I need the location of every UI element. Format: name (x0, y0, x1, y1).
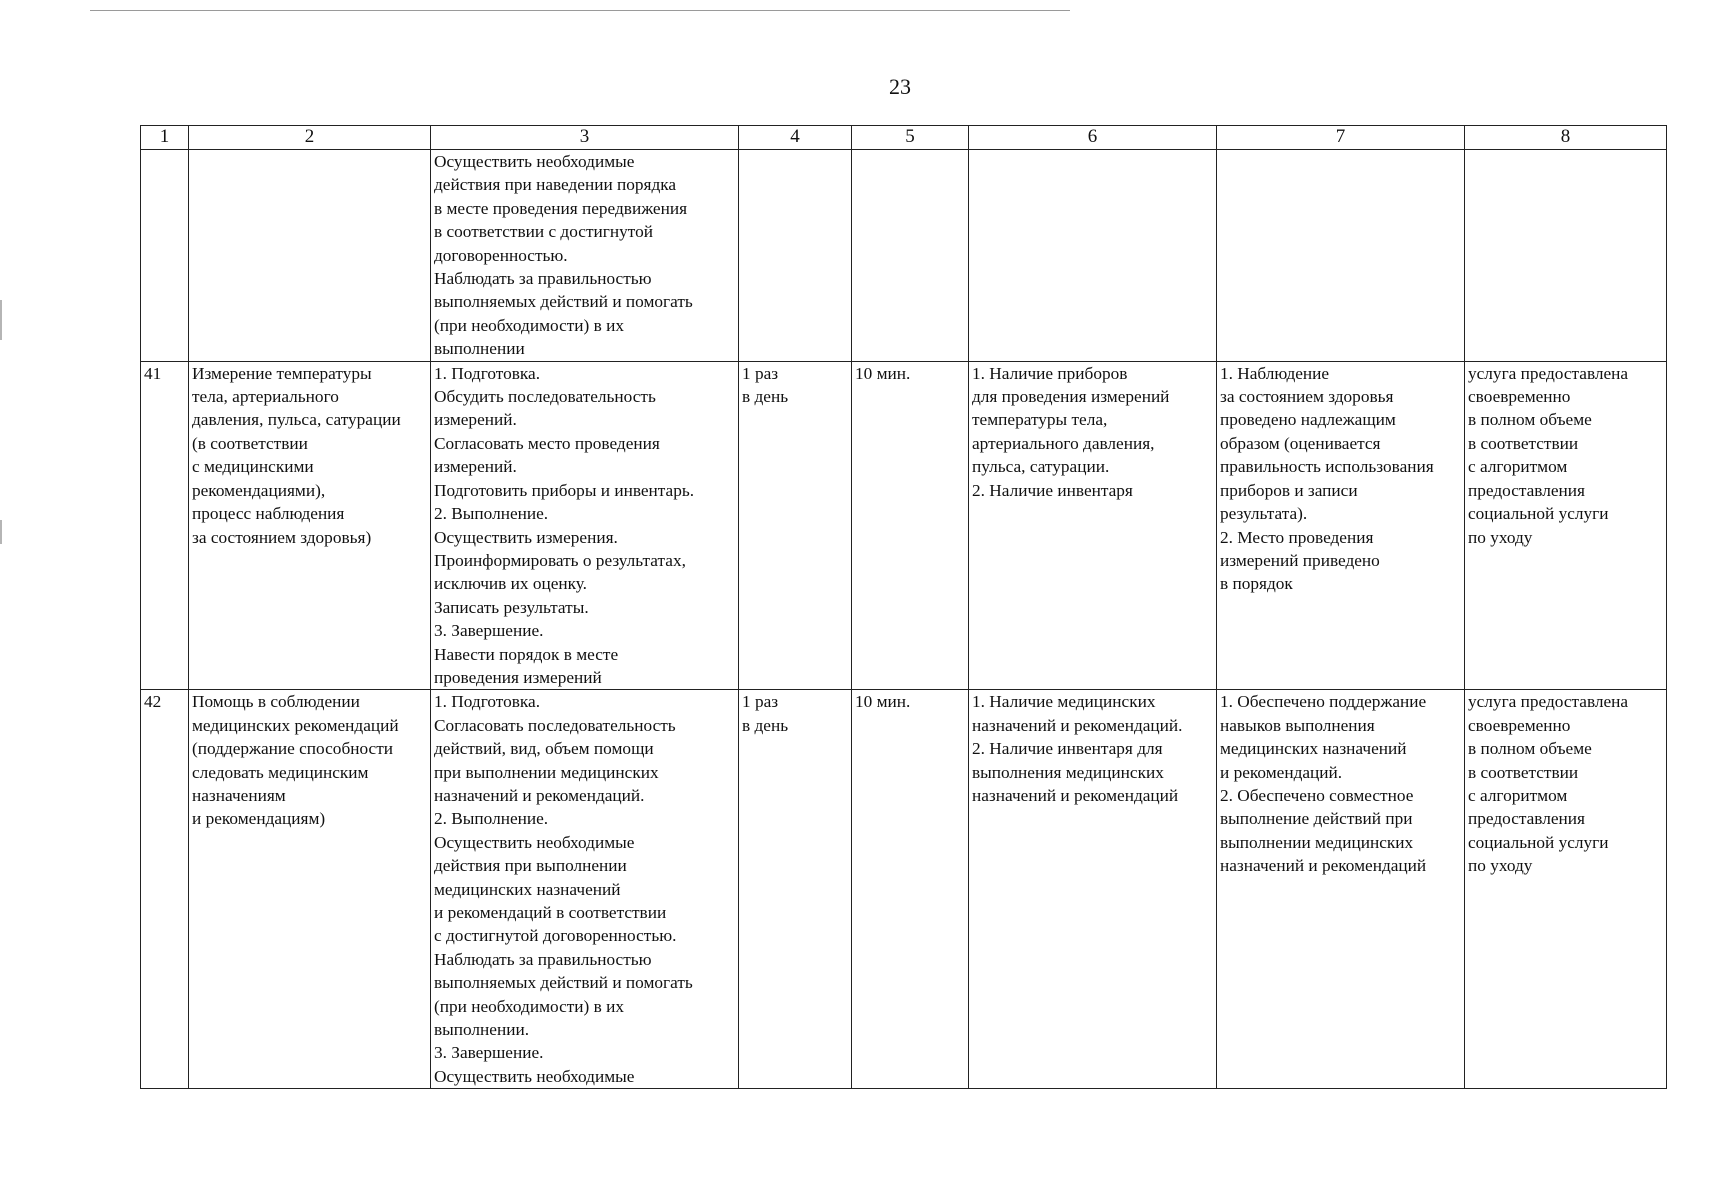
text-line: 1. Наличие приборов (972, 363, 1128, 383)
text-line: выполнения медицинских (972, 762, 1164, 782)
text-line: рекомендациями), (192, 480, 326, 500)
actions-cell (431, 361, 739, 690)
text-line: процесс наблюдения (192, 504, 345, 524)
table-row (141, 150, 1667, 362)
text-line: 2. Обеспечено совместное (1220, 785, 1414, 805)
service-name-cell (189, 361, 431, 690)
duration-cell (852, 150, 969, 362)
text-line: за состоянием здоровья (1220, 387, 1394, 407)
text-line: предоставления (1468, 480, 1585, 500)
text-line: тела, артериального (192, 387, 339, 407)
duration-cell (852, 690, 969, 1089)
text-line: Записать результаты. (434, 597, 589, 617)
text-line: в полном объеме (1468, 410, 1592, 430)
text-line: назначений и рекомендаций (1220, 856, 1427, 876)
text-line: Проинформировать о результатах, (434, 550, 686, 570)
text-line: в день (742, 715, 789, 735)
text-line: (поддержание способности (192, 739, 394, 759)
conditions-cell (969, 150, 1217, 362)
text-line: (при необходимости) в их (434, 996, 624, 1016)
text-line: Подготовить приборы и инвентарь. (434, 480, 695, 500)
text-line: 1. Наличие медицинских (972, 692, 1156, 712)
text-line: в соответствии с достигнутой (434, 222, 653, 242)
text-line: назначениям (192, 785, 286, 805)
text-line: правильность использования (1220, 457, 1434, 477)
text-line: температуры тела, (972, 410, 1108, 430)
text-line: Согласовать место проведения (434, 433, 660, 453)
row-number-cell: 41 (141, 361, 189, 690)
text-line: пульса, сатурации. (972, 457, 1110, 477)
text-line: навыков выполнения (1220, 715, 1375, 735)
text-line: назначений и рекомендаций. (972, 715, 1183, 735)
text-line: измерений приведено (1220, 550, 1380, 570)
text-line: с алгоритмом (1468, 785, 1568, 805)
column-number-row (141, 126, 1667, 150)
text-line: действия при наведении порядка (434, 175, 677, 195)
table-row (141, 690, 1667, 1089)
text-line: 2. Выполнение. (434, 504, 549, 524)
text-line: 1 раз (742, 692, 779, 712)
text-line: 1. Подготовка. (434, 692, 541, 712)
text-line: результата). (1220, 504, 1308, 524)
text-line: действий, вид, объем помощи (434, 739, 654, 759)
text-line: услуга предоставлена (1468, 363, 1629, 383)
scan-edge-mark (0, 300, 2, 340)
text-line: проведено надлежащим (1220, 410, 1396, 430)
text-line: Осуществить измерения. (434, 527, 618, 547)
text-line: Измерение температуры (192, 363, 372, 383)
text-line: 3. Завершение. (434, 1043, 544, 1063)
text-line: и рекомендаций. (1220, 762, 1343, 782)
text-line: 1. Подготовка. (434, 363, 541, 383)
text-line: и рекомендаций в соответствии (434, 903, 667, 922)
result-cell (1465, 690, 1667, 1089)
text-line: в день (742, 387, 789, 407)
table-row (141, 361, 1667, 690)
text-line: исключив их оценку. (434, 574, 588, 594)
text-line: 2. Наличие инвентаря для (972, 739, 1163, 759)
column-header: 6 (969, 126, 1217, 150)
text-line: по уходу (1468, 856, 1533, 876)
text-line: в месте проведения передвижения (434, 198, 688, 218)
text-line: образом (оценивается (1220, 433, 1381, 453)
text-line: 1 раз (742, 363, 779, 383)
text-line: медицинских назначений (434, 879, 621, 899)
service-name-cell (189, 690, 431, 1089)
text-line: 3. Завершение. (434, 621, 544, 641)
text-line: Осуществить необходимые (434, 152, 635, 171)
text-line: действия при выполнении (434, 856, 627, 876)
actions-cell (431, 150, 739, 362)
text-line: своевременно (1468, 387, 1571, 407)
text-line: 1. Обеспечено поддержание (1220, 692, 1427, 712)
text-line: медицинских назначений (1220, 739, 1407, 759)
text-line: медицинских рекомендаций (192, 715, 399, 735)
text-line: выполняемых действий и помогать (434, 973, 693, 993)
text-line: приборов и записи (1220, 480, 1358, 500)
actions-cell (431, 690, 739, 1089)
services-table (140, 125, 1667, 1089)
scan-border-line (90, 10, 1070, 11)
text-line: Осуществить необходимые (434, 1066, 635, 1086)
column-header: 3 (431, 126, 739, 150)
result-cell (1465, 150, 1667, 362)
text-line: 2. Наличие инвентаря (972, 480, 1133, 500)
frequency-cell (739, 690, 852, 1089)
result-cell (1465, 361, 1667, 690)
text-line: (в соответствии (192, 433, 308, 453)
column-header: 8 (1465, 126, 1667, 150)
text-line: своевременно (1468, 715, 1571, 735)
text-line: измерений. (434, 410, 517, 430)
scan-edge-mark (0, 520, 2, 544)
conditions-cell (969, 690, 1217, 1089)
text-line: социальной услуги (1468, 832, 1609, 852)
text-line: в соответствии (1468, 433, 1579, 453)
text-line: при выполнении медицинских (434, 762, 659, 782)
column-header: 1 (141, 126, 189, 150)
quality-criteria-cell (1217, 150, 1465, 362)
text-line: следовать медицинским (192, 762, 369, 782)
text-line: Согласовать последовательность (434, 715, 676, 735)
text-line: с алгоритмом (1468, 457, 1568, 477)
text-line: в порядок (1220, 574, 1293, 594)
text-line: услуга предоставлена (1468, 692, 1629, 712)
frequency-cell (739, 361, 852, 690)
text-line: с достигнутой договоренностью. (434, 926, 677, 946)
text-line: 10 мин. (855, 692, 911, 712)
text-line: давления, пульса, сатурации (192, 410, 401, 430)
text-line: 2. Место проведения (1220, 527, 1374, 547)
text-line: договоренностью. (434, 245, 568, 265)
text-line: 1. Наблюдение (1220, 363, 1330, 383)
text-line: выполнении (434, 339, 525, 359)
page-number: 23 (889, 74, 911, 99)
text-line: предоставления (1468, 809, 1585, 829)
text-line: проведения измерений (434, 667, 602, 687)
text-line: выполнении медицинских (1220, 832, 1414, 852)
text-line: в полном объеме (1468, 739, 1592, 759)
column-header: 2 (189, 126, 431, 150)
row-number-cell: 42 (141, 690, 189, 1089)
text-line: Наблюдать за правильностью (434, 949, 652, 969)
text-line: 10 мин. (855, 363, 911, 383)
text-line: для проведения измерений (972, 387, 1170, 407)
text-line: социальной услуги (1468, 504, 1609, 524)
text-line: Осуществить необходимые (434, 832, 635, 852)
text-line: и рекомендациям) (192, 809, 326, 829)
text-line: (при необходимости) в их (434, 315, 624, 335)
column-header: 4 (739, 126, 852, 150)
frequency-cell (739, 150, 852, 362)
conditions-cell (969, 361, 1217, 690)
text-line: выполнение действий при (1220, 809, 1413, 829)
text-line: с медицинскими (192, 457, 314, 477)
row-number-cell (141, 150, 189, 362)
text-line: Наблюдать за правильностью (434, 269, 652, 289)
text-line: в соответствии (1468, 762, 1579, 782)
text-line: по уходу (1468, 527, 1533, 547)
text-line: артериального давления, (972, 433, 1155, 453)
text-line: измерений. (434, 457, 517, 477)
duration-cell (852, 361, 969, 690)
text-line: Помощь в соблюдении (192, 692, 360, 712)
quality-criteria-cell (1217, 690, 1465, 1089)
text-line: Навести порядок в месте (434, 644, 619, 664)
text-line: за состоянием здоровья) (192, 527, 372, 547)
text-line: назначений и рекомендаций (972, 785, 1179, 805)
quality-criteria-cell (1217, 361, 1465, 690)
text-line: выполняемых действий и помогать (434, 292, 693, 312)
text-line: назначений и рекомендаций. (434, 785, 645, 805)
text-line: выполнении. (434, 1020, 530, 1040)
column-header: 7 (1217, 126, 1465, 150)
text-line: 2. Выполнение. (434, 809, 549, 829)
text-line: Обсудить последовательность (434, 387, 656, 407)
column-header: 5 (852, 126, 969, 150)
service-name-cell (189, 150, 431, 362)
